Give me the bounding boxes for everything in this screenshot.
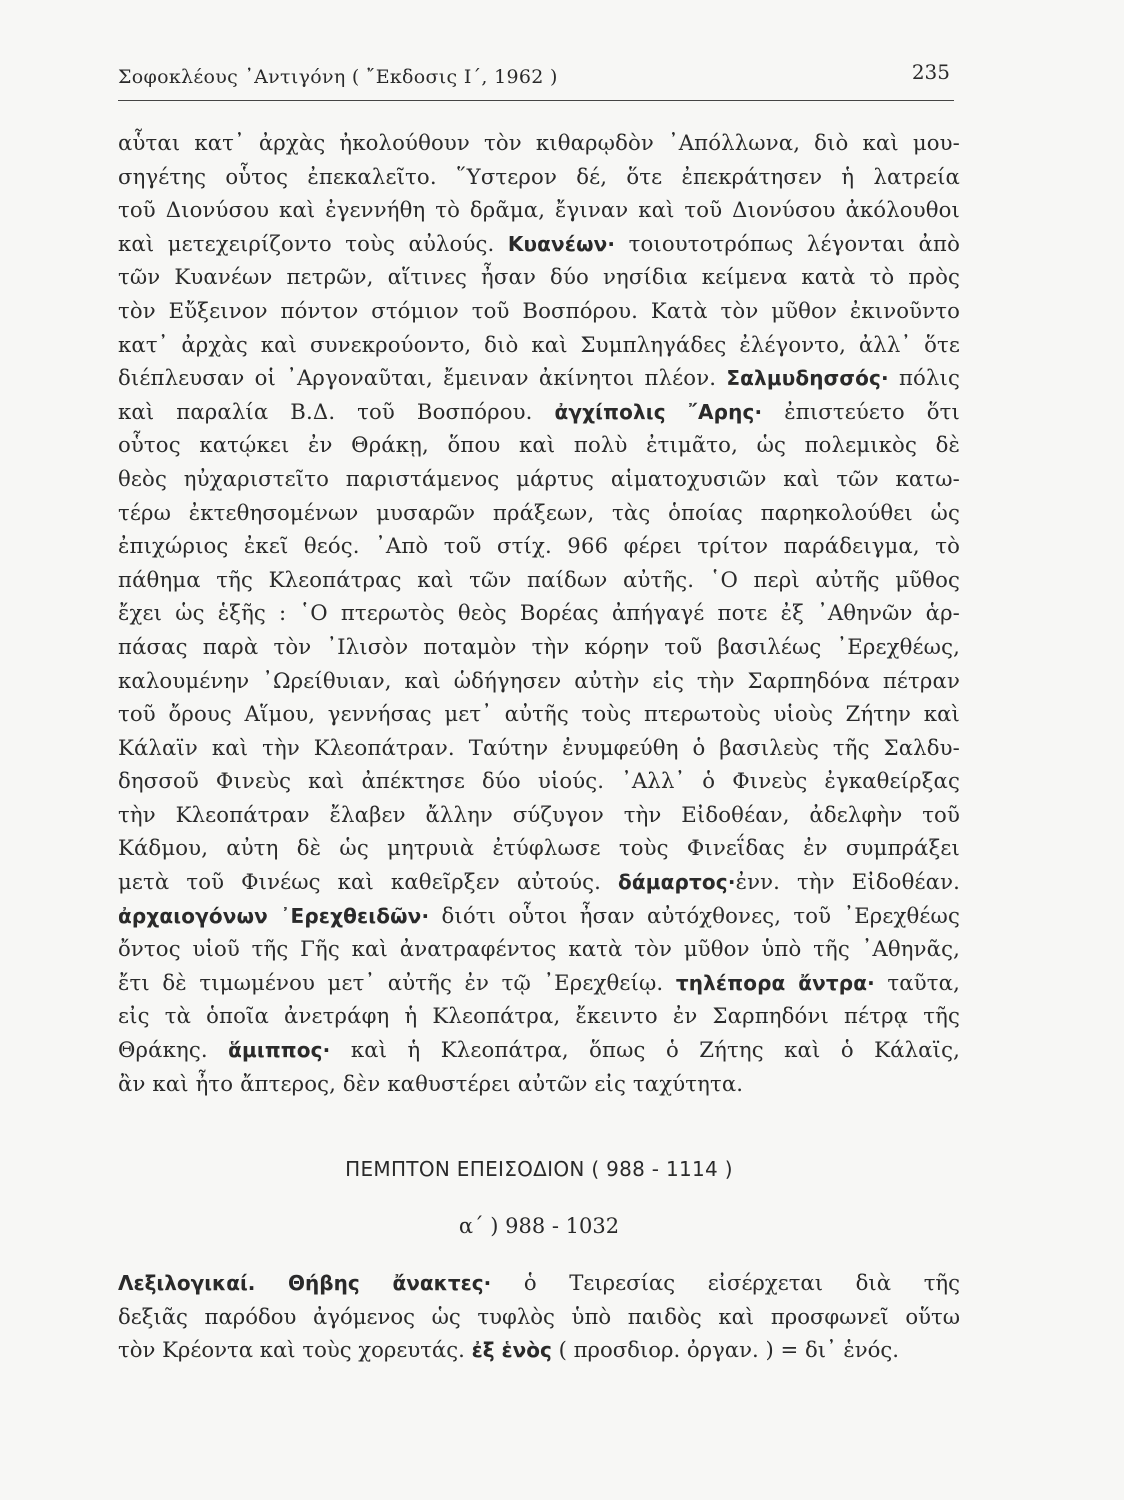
lemma-term: δάμαρτος· (618, 870, 736, 895)
text-line (118, 697, 960, 731)
text-line (118, 596, 960, 630)
text-line (118, 260, 960, 294)
text-line (118, 1067, 960, 1101)
text-line (118, 462, 960, 496)
text-run: ἐπιχώριος ἐκεῖ θεός. ᾿Απὸ τοῦ στίχ. 966 φέρει τρίτον παράδειγμα, τὸ (118, 533, 960, 559)
text-line (118, 1300, 960, 1334)
text-line (118, 395, 960, 429)
text-run: κατ᾿ ἀρχὰς καὶ συνεκρούοντο, διὸ καὶ Συμπληγάδες ἐλέγοντο, ἀλλ᾿ ὅτε (118, 331, 960, 357)
running-header (118, 60, 954, 101)
text-line (118, 630, 960, 664)
text-run: ἐπιστεύετο ὅτι (762, 398, 960, 424)
text-run: καλουμένην ᾿Ωρείθυιαν, καὶ ὡδήγησεν αὐτὴν εἰς τὴν Σαρπηδόνα πέτραν (118, 667, 960, 693)
text-run: τῶν Κυανέων πετρῶν, αἵτινες ἦσαν δύο νησίδια κείμενα κατὰ τὸ πρὸς (118, 264, 960, 290)
text-line (118, 664, 960, 698)
text-line (118, 1333, 960, 1367)
text-line (118, 563, 960, 597)
text-line (118, 899, 960, 933)
text-run: πάσας παρὰ τὸν ᾿Ιλισὸν ποταμὸν τὴν κόρην τοῦ βασιλέως ᾿Ερεχθέως, (118, 633, 960, 659)
lemma-term: Κυανέων· (507, 231, 616, 256)
text-run: θεὸς ηὐχαριστεῖτο παριστάμενος μάρτυς αἱματοχυσιῶν καὶ τῶν κατω- (118, 465, 960, 491)
text-line (118, 328, 960, 362)
text-run: ἂν καὶ ἦτο ἄπτερος, δὲν καθυστέρει αὐτῶν εἰς ταχύτητα. (118, 1070, 744, 1096)
text-run: ἔχει ὡς ἑξῆς : ῾Ο πτερωτὸς θεὸς Βορέας ἀπήγαγέ ποτε ἐξ ᾿Αθηνῶν ἁρ- (118, 600, 960, 626)
running-title: Σοφοκλέους ᾿Αντιγόνη ( ῎Εκδοσις Ι΄, 1962 ) (118, 66, 558, 88)
text-run: Θράκης. (118, 1037, 229, 1063)
text-run: τέρω ἐκτεθησομένων μυσαρῶν πράξεων, τὰς ὁποίας παρηκολούθει ὡς (118, 499, 960, 525)
text-run: αὗται κατ᾿ ἀρχὰς ἠκολούθουν τὸν κιθαρῳδὸν ᾿Απόλλωνα, διὸ καὶ μου- (118, 130, 960, 155)
text-run: δεξιᾶς παρόδου ἀγόμενος ὡς τυφλὸς ὑπὸ παιδὸς καὶ προσφωνεῖ οὕτω (118, 1303, 960, 1329)
text-line (118, 1266, 960, 1300)
text-line (118, 1033, 960, 1067)
lemma-term: ἐξ ἑνὸς (471, 1338, 552, 1363)
text-line (118, 193, 960, 227)
text-run: πάθημα τῆς Κλεοπάτρας καὶ τῶν παίδων αὐτῆς. ῾Ο περὶ αὐτῆς μῦθος (118, 566, 960, 592)
text-run: ὁ Τειρεσίας εἰσέρχεται διὰ τῆς (491, 1270, 960, 1295)
lemma-term: ἅμιππος· (228, 1038, 331, 1063)
lemma-term: Λεξιλογικαί. (118, 1271, 256, 1295)
text-line (118, 966, 960, 1000)
text-line (118, 831, 960, 865)
text-line (118, 496, 960, 530)
section-heading: ΠΕΜΠΤΟΝ ΕΠΕΙΣΟΔΙΟΝ ( 988 - 1114 ) (345, 1157, 733, 1181)
lemma-term: τηλέπορα ἄντρα· (675, 970, 875, 995)
text-run (255, 1270, 288, 1295)
text-run: πόλις (888, 365, 961, 391)
text-run: τοιουτοτρόπως λέγονται ἀπὸ (615, 230, 960, 256)
text-run: σηγέτης οὗτος ἐπεκαλεῖτο. ῞Υστερον δέ, ὅτε ἐπεκράτησεν ἡ λατρεία (118, 163, 960, 189)
text-run: ἐνν. τὴν Εἰδοθέαν. (735, 869, 960, 895)
text-line (118, 361, 960, 395)
text-line (118, 999, 960, 1033)
text-line (118, 428, 960, 462)
text-line (118, 160, 960, 194)
text-run: τοῦ Διονύσου καὶ ἐγεννήθη τὸ δρᾶμα, ἔγιναν καὶ τοῦ Διονύσου ἀκόλουθοι (118, 197, 960, 223)
text-line (118, 294, 960, 328)
text-line (118, 126, 960, 160)
text-line (118, 227, 960, 261)
text-line (118, 932, 960, 966)
text-run: ταῦτα, (874, 969, 960, 995)
text-run: καὶ ἡ Κλεοπάτρα, ὅπως ὁ Ζήτης καὶ ὁ Κάλαϊς, (330, 1037, 960, 1063)
text-run: καὶ παραλία Β.Δ. τοῦ Βοσπόρου. (118, 398, 555, 424)
text-run: ὄντος υἱοῦ τῆς Γῆς καὶ ἀνατραφέντος κατὰ τὸν μῦθον ὑπὸ τῆς ᾿Αθηνᾶς, (118, 936, 960, 962)
text-run: καὶ μετεχειρίζοντο τοὺς αὐλούς. (118, 230, 508, 256)
subsection-heading: α΄ ) 988 - 1032 (458, 1214, 620, 1238)
text-run: τὴν Κλεοπάτραν ἔλαβεν ἄλλην σύζυγον τὴν Εἰδοθέαν, ἀδελφὴν τοῦ (118, 801, 960, 827)
lemma-term: Σαλμυδησσός· (726, 366, 889, 391)
lemma-term: ἀρχαιογόνων ᾿Ερεχθειδῶν· (118, 903, 430, 928)
text-run: διότι οὗτοι ἦσαν αὐτόχθονες, τοῦ ᾿Ερεχθέως (429, 902, 961, 928)
text-run: διέπλευσαν οἱ ᾿Αργοναῦται, ἔμειναν ἀκίνητοι πλέον. (118, 365, 727, 391)
lexical-notes (118, 1266, 960, 1367)
lemma-term: ἀγχίπολις ῎Αρης· (554, 399, 763, 424)
text-run: ( προσδιορ. ὀργαν. ) = δι᾿ ἑνός. (551, 1337, 899, 1363)
text-run: Κάλαϊν καὶ τὴν Κλεοπάτραν. Ταύτην ἐνυμφεύθη ὁ βασιλεὺς τῆς Σαλδυ- (118, 734, 960, 760)
text-run: τοῦ ὄρους Αἵμου, γεννήσας μετ᾿ αὐτῆς τοὺς πτερωτοὺς υἱοὺς Ζήτην καὶ (118, 701, 960, 727)
text-run: μετὰ τοῦ Φινέως καὶ καθεῖρξεν αὐτούς. (118, 869, 618, 895)
text-run: εἰς τὰ ὁποῖα ἀνετράφη ἡ Κλεοπάτρα, ἔκειντο ἐν Σαρπηδόνι πέτρᾳ τῆς (118, 1003, 960, 1029)
commentary-body (118, 126, 960, 1100)
text-run: τὸν Εὔξεινον πόντον στόμιον τοῦ Βοσπόρου. Κατὰ τὸν μῦθον ἐκινοῦντο (118, 297, 960, 323)
text-line (118, 529, 960, 563)
text-run: τὸν Κρέοντα καὶ τοὺς χορευτάς. (118, 1337, 472, 1363)
text-run: οὗτος κατῴκει ἐν Θράκῃ, ὅπου καὶ πολὺ ἐτιμᾶτο, ὡς πολεμικὸς δὲ (118, 432, 960, 458)
text-line (118, 731, 960, 765)
lemma-term: Θήβης ἄνακτες· (288, 1271, 492, 1295)
text-run: Κάδμου, αὐτη δὲ ὡς μητρυιὰ ἐτύφλωσε τοὺς Φινεΐδας ἐν συμπράξει (118, 835, 960, 861)
text-line (118, 865, 960, 899)
text-line (118, 798, 960, 832)
text-run: ἔτι δὲ τιμωμένου μετ᾿ αὐτῆς ἐν τῷ ᾿Ερεχθείῳ. (118, 969, 676, 995)
text-run: δησσοῦ Φινεὺς καὶ ἀπέκτησε δύο υἱούς. ᾿Αλλ᾿ ὁ Φινεὺς ἐγκαθείρξας (118, 768, 960, 794)
text-line (118, 764, 960, 798)
page-number: 235 (911, 60, 950, 84)
